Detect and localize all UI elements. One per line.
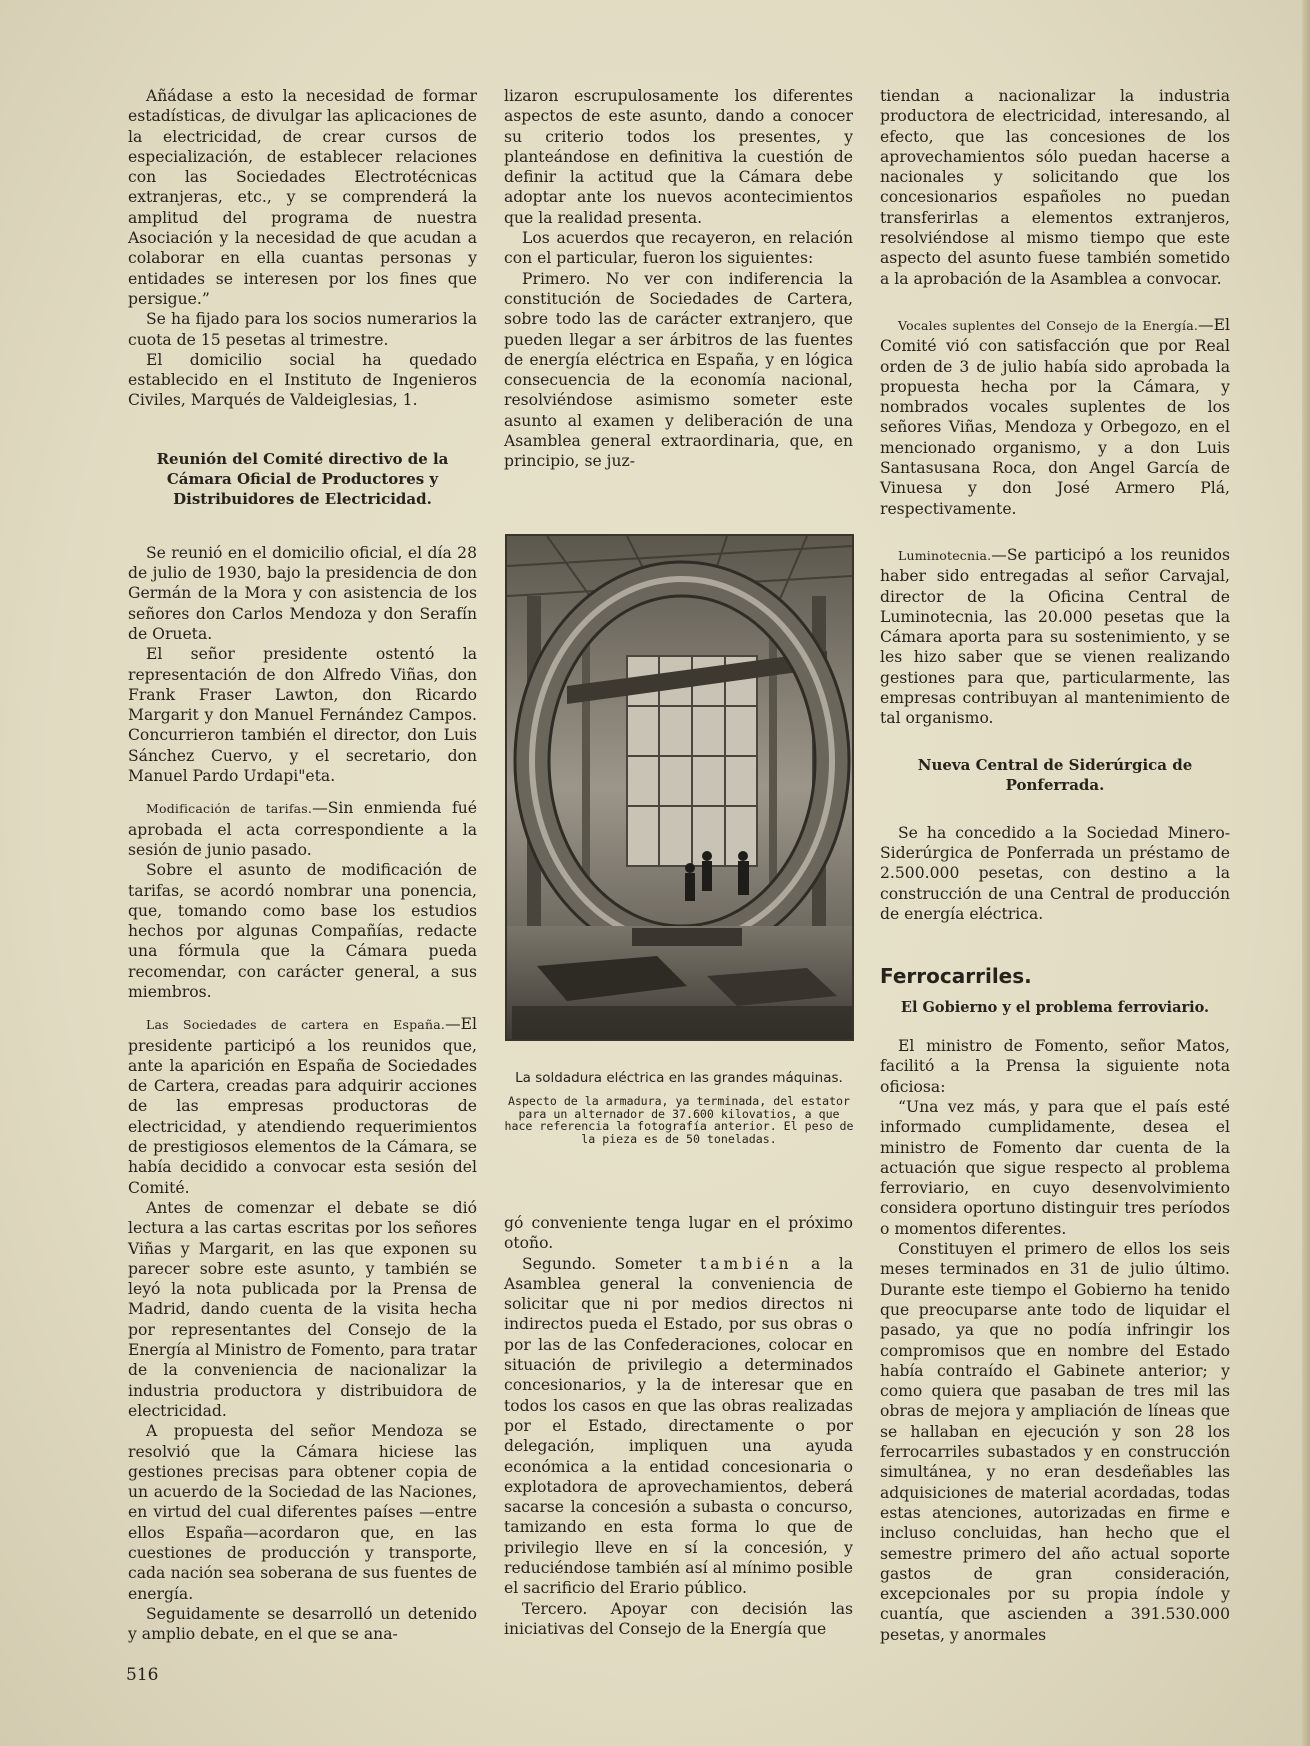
subheading-problema-ferroviario: El Gobierno y el problema ferroviario. xyxy=(900,999,1210,1017)
paragraph: Primero. No ver con indiferencia la constitución de Sociedades de Cartera, sobre todo las de carácter extranjero, que pueden llegar a ser árbitros de las fuentes de energía eléctrica en España, y en lógica consecuencia de la economía nacional, resolviéndose asimismo someter este asunto al examen y deliberación de una Asamblea general extraordinaria, que, en principio, se juz- xyxy=(504,269,853,471)
photo-caption xyxy=(504,1069,854,1145)
page-number: 516 xyxy=(126,1665,159,1685)
caption-body: Aspecto de la armadura, ya terminada, del estator para un alternador de 37.600 kilovatios, a que hace referencia la fotografía anterior. El peso de la pieza es de 50 toneladas. xyxy=(504,1094,854,1146)
paragraph: A propuesta del señor Mendoza se resolvió que la Cámara hiciese las gestiones precisas para obtener copia de un acuerdo de la Sociedad de las Naciones, en virtud del cual diferentes países —entre ellos España—acordaron que, en las cuestiones de producción y transporte, cada nación sea soberana de sus fuentes de energía. xyxy=(128,1422,477,1603)
section-heading-comite: Reunión del Comité directivo de la Cámara Oficial de Productores y Distribuidores de Electricidad. xyxy=(156,449,449,508)
paragraph: Sobre el asunto de modificación de tarifas, se acordó nombrar una ponencia, que, tomando como base los estudios hechos por algunas Compañías, redacte una fórmula que la Cámara pueda recomendar, con carácter general, a sus miembros. xyxy=(128,861,477,1001)
paragraph: lizaron escrupulosamente los diferentes aspectos de este asunto, dando a conocer su criterio todos los presentes, y planteándose en definitiva la cuestión de definir la actitud que la Cámara debe adoptar ante los nuevos acontecimientos que la realidad presenta. xyxy=(504,87,853,227)
segundo-text: a la Asamblea general la conveniencia de solicitar que ni por medios directos ni indirectos pueda el Estado, por sus obras o por las de las Confederaciones, colocar en situación de privilegio a determinados concesionarios, y la de interesar que en todos los casos en que las obras realizadas por el Estado, directamente o por delegación, impliquen una ayuda económica a la entidad concesionaria o explotadora de aprovechamientos, deberá sacarse la concesión a subasta o concurso, tamizando en esta forma lo que de privilegio lleve en sí la concesión, y reduciéndose también así al mínimo posible el sacrificio del Erario público. xyxy=(504,1254,854,1598)
cartera-text: —El presidente participó a los reunidos que, ante la aparición en España de Sociedades de Cartera, creadas para adquirir acciones de las empresas productoras de electricidad, y atendiendo requerimientos de prestigiosos elementos de la Cámara, se había decidido a convocar esta sesión del Comité. xyxy=(128,1015,477,1197)
paragraph: El señor presidente ostentó la representación de don Alfredo Viñas, don Frank Fraser Lawton, don Ricardo Margarit y don Manuel Fernández Campos. Concurrieron también el director, don Luis Sánchez Cuervo, y el secretario, don Manuel Pardo Urdapi"eta. xyxy=(128,645,477,786)
paragraph: Los acuerdos que recayeron, en relación con el particular, fueron los siguientes: xyxy=(504,229,853,268)
paragraph-vocales xyxy=(880,315,1230,519)
paragraph-tarifas xyxy=(128,798,477,860)
luminotecnia-text: —Se participó a los reunidos haber sido entregadas al señor Carvajal, director de la Oficina Central de Luminotecnia, las 20.000 pesetas que la Cámara aporta para su sostenimiento, y se les hizo saber que se vienen realizando gestiones para que, particularmente, las empresas contribuyan al mantenimiento de tal organismo. xyxy=(880,545,1230,728)
workshop-ring-image xyxy=(507,536,852,1039)
paragraph: tiendan a nacionalizar la industria productora de electricidad, interesando, al efecto, que las concesiones de los aprovechamientos sólo puedan hacerse a nacionales y solicitando que los concesionarios españoles no puedan transferirlas a elementos extranjeros, resolviéndose al mismo tiempo que este aspecto del asunto fuese también sometido a la aprobación de la Asamblea a convocar. xyxy=(880,87,1230,288)
column-middle-top xyxy=(504,86,853,472)
paragraph: Antes de comenzar el debate se dió lectura a las cartas escritas por los señores Viñas y Margarit, en las que exponen su parecer sobre este asunto, y también se leyó la nota publicada por la Prensa de Madrid, dando cuenta de la visita hecha por representantes del Consejo de la Energía al Ministro de Fomento, para tratar de la conveniencia de nacionalizar la industria productora y distribuidora de electricidad. xyxy=(128,1198,477,1420)
paragraph: El ministro de Fomento, señor Matos, facilitó a la Prensa la siguiente nota oficiosa: xyxy=(880,1037,1230,1096)
paragraph-luminotecnia xyxy=(880,545,1230,729)
paragraph-cartera xyxy=(128,1014,477,1198)
section-heading-ponferrada: Nueva Central de Siderúrgica de Ponferrada. xyxy=(917,755,1193,794)
paragraph: Se ha fijado para los socios numerarios la cuota de 15 pesetas al trimestre. xyxy=(128,310,477,349)
paragraph: Tercero. Apoyar con decisión las iniciativas del Consejo de la Energía que xyxy=(504,1599,853,1638)
paragraph: Se reunió en el domicilio oficial, el día 28 de julio de 1930, bajo la presidencia de don Germán de la Mora y con asistencia de los señores don Carlos Mendoza y don Serafín de Orueta. xyxy=(128,543,477,643)
paragraph: gó conveniente tenga lugar en el próximo otoño. xyxy=(504,1214,853,1253)
stator-photograph xyxy=(505,534,854,1041)
caption-title: La soldadura eléctrica en las grandes máquinas. xyxy=(515,1070,843,1086)
tarifas-text: —Sin enmienda fué aprobada el acta correspondiente a la sesión de junio pasado. xyxy=(128,799,477,859)
run-in-label-luminotecnia: Luminotecnia. xyxy=(898,547,992,563)
paragraph: Seguidamente se desarrolló un detenido y amplio debate, en el que se ana- xyxy=(128,1604,477,1644)
column-right xyxy=(880,86,1230,1645)
column-middle-bottom xyxy=(504,1213,853,1639)
paragraph: Constituyen el primero de ellos los seis meses terminados en 31 de julio último. Durante este tiempo el Gobierno ha tenido que preocuparse ante todo de liquidar el pasado, ya que no podía infringir los compromisos que en nombre del Estado había contraído el Gabinete anterior; y como quiera que pasaban de tres mil las obras de mejora y ampliación de líneas que se hallaban en ejecución y son 28 los ferrocarriles subastados y en construcción simultánea, y no eran desdeñables las adquisiciones de material acordadas, todas estas atenciones, autorizadas en firme e incluso concluidas, han hecho que el semestre primero del año actual soporte gastos de gran consideración, excepcionales por su propia índole y cuantía, que ascienden a 391.530.000 pesetas, y anormales xyxy=(880,1240,1230,1644)
section-heading-ferrocarriles: Ferrocarriles. xyxy=(880,964,1032,989)
segundo-label: Segundo. Someter xyxy=(522,1254,700,1273)
paragraph: Se ha concedido a la Sociedad Minero-Siderúrgica de Ponferrada un préstamo de 2.500.000 pesetas, con destino a la construcción de una Central de producción de energía eléctrica. xyxy=(880,823,1230,923)
paragraph: Añádase a esto la necesidad de formar estadísticas, de divulgar las aplicaciones de la electricidad, de crear cursos de especialización, de establecer relaciones con las Sociedades Electrotécnicas extranjeras, etc., y se comprenderá la amplitud del programa de nuestra Asociación y la necesidad de que acudan a colaborar en ella cuantas personas y entidades se interesen por los fines que persigue.” xyxy=(128,87,477,308)
page-edge xyxy=(1302,0,1310,1746)
column-left xyxy=(128,86,477,1644)
vocales-text: —El Comité vió con satisfacción que por Real orden de 3 de julio había sido aprobada la propuesta hecha por la Cámara, y nombrados vocales suplentes de los señores Viñas, Mendoza y Orbegozo, en el mencionado organismo, y a don Luis Santasusana Roca, don Angel García de Vinuesa y don José Armero Plá, respectivamente. xyxy=(880,315,1230,518)
paragraph-segundo xyxy=(504,1254,853,1599)
run-in-label-cartera: Las Sociedades de cartera en España. xyxy=(146,1017,446,1033)
paragraph: “Una vez más, y para que el país esté informado cumplidamente, desea el ministro de Fomento dar cuenta de la actuación que sigue respecto al problema ferroviario, en cuyo desenvolvimiento considera oportuno distinguir tres períodos o momentos diferentes. xyxy=(880,1097,1230,1238)
paragraph: El domicilio social ha quedado establecido en el Instituto de Ingenieros Civiles, Marqués de Valdeiglesias, 1. xyxy=(128,350,477,410)
segundo-spaced-word: también xyxy=(699,1254,793,1273)
run-in-label-tarifas: Modificación de tarifas. xyxy=(146,801,313,817)
run-in-label-vocales: Vocales suplentes del Consejo de la Energía. xyxy=(898,317,1199,333)
